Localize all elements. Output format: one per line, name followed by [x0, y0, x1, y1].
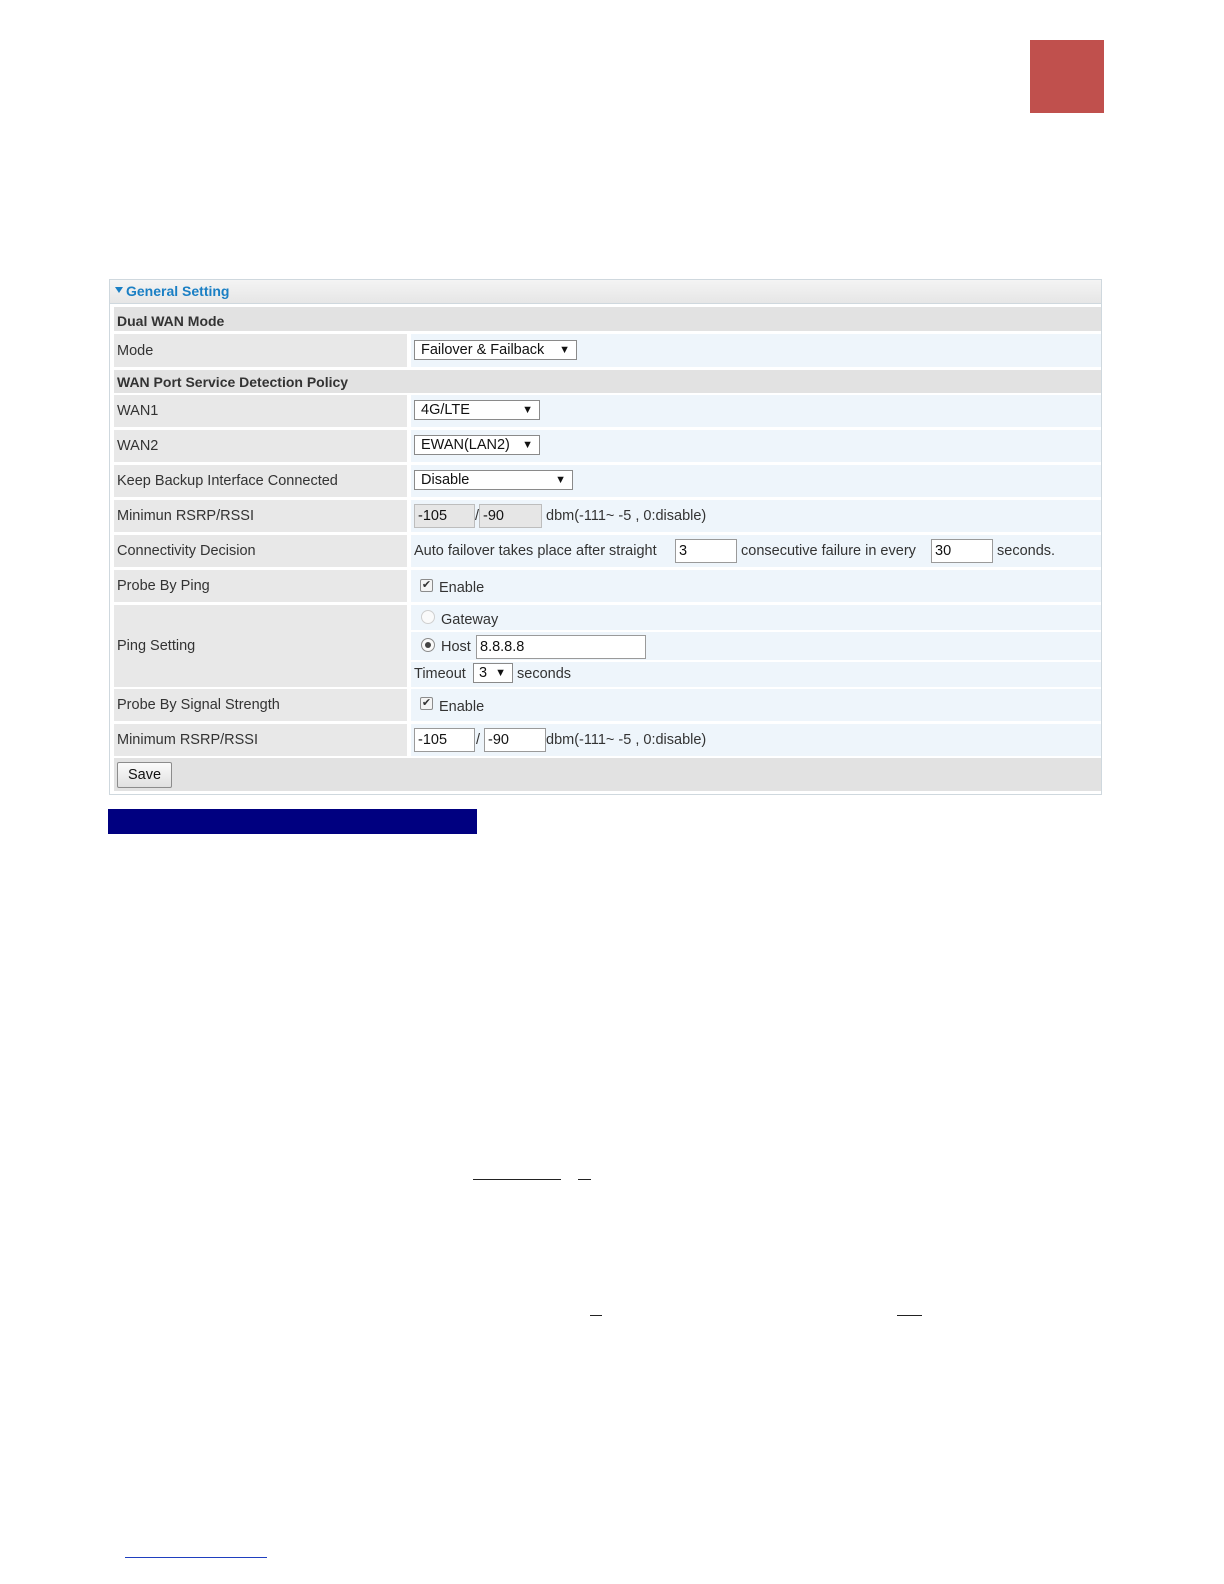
underline-rule	[897, 1315, 922, 1316]
section-title: WAN Port Service Detection Policy	[117, 374, 349, 390]
keep-backup-label-cell	[114, 465, 407, 497]
timeout-unit: seconds	[517, 666, 572, 682]
connectivity-value-cell	[411, 535, 1101, 567]
keep-backup-select-value: Disable	[421, 472, 470, 488]
rsrp-input[interactable]: -105	[414, 728, 475, 752]
dropdown-arrow-icon: ▼	[522, 404, 533, 416]
caret-down-icon	[115, 287, 123, 293]
probe-ping-label: Probe By Ping	[117, 578, 210, 594]
keep-backup-select[interactable]	[414, 470, 573, 490]
section-detection-policy	[114, 370, 1101, 393]
panel-title[interactable]	[115, 283, 229, 299]
underline-rule	[473, 1179, 561, 1180]
probe-ping-row	[114, 570, 1101, 602]
failure-count-input[interactable]: 3	[675, 539, 737, 563]
probe-signal-row	[114, 689, 1101, 721]
probe-signal-checkbox[interactable]: ✔	[421, 697, 432, 709]
section-heading-bar	[108, 809, 477, 834]
wan1-select[interactable]	[414, 400, 540, 420]
connectivity-prefix: Auto failover takes place after straight	[414, 543, 657, 559]
min-rsrp2-label-cell	[114, 724, 407, 756]
rsrp-separator: /	[475, 508, 480, 524]
wan1-value-cell	[411, 395, 1101, 427]
min-rsrp-disabled-row	[114, 500, 1101, 532]
min-rsrp-label: Minimun RSRP/RSSI	[117, 508, 254, 524]
wan1-row	[114, 395, 1101, 427]
timeout-select-value: 3	[479, 665, 488, 681]
keep-backup-row	[114, 465, 1101, 497]
probe-ping-checkbox[interactable]: ✔	[421, 579, 432, 591]
host-label: Host	[441, 639, 471, 655]
underline-rule	[590, 1315, 602, 1316]
connectivity-suffix: seconds.	[997, 543, 1056, 559]
gateway-subrow	[411, 605, 1101, 630]
mode-label-cell	[114, 334, 407, 367]
panel-header[interactable]	[110, 280, 1101, 304]
gateway-label: Gateway	[441, 612, 499, 628]
mode-value-cell	[411, 334, 1101, 367]
interval-input[interactable]: 30	[931, 539, 993, 563]
keep-backup-label: Keep Backup Interface Connected	[117, 473, 338, 489]
probe-ping-label-cell	[114, 570, 407, 602]
connectivity-middle: consecutive failure in every	[741, 543, 916, 559]
save-button[interactable]: Save	[117, 762, 172, 788]
mode-row	[114, 334, 1101, 367]
wan1-label: WAN1	[117, 403, 159, 419]
connectivity-label-cell	[114, 535, 407, 567]
save-row	[114, 758, 1101, 791]
probe-ping-value-cell	[411, 570, 1101, 602]
min-rsrp-value-cell	[411, 500, 1101, 532]
dropdown-arrow-icon: ▼	[495, 667, 506, 679]
timeout-label: Timeout	[414, 666, 466, 682]
min-rsrp2-label: Minimum RSRP/RSSI	[117, 732, 258, 748]
ping-setting-row	[114, 605, 1101, 687]
keep-backup-value-cell	[411, 465, 1101, 497]
corner-color-block	[1030, 40, 1104, 113]
wan2-select-value: EWAN(LAN2)	[421, 437, 510, 453]
probe-ping-enable-label: Enable	[439, 580, 485, 596]
rssi-input[interactable]: -90	[484, 728, 546, 752]
section-title: Dual WAN Mode	[117, 313, 225, 329]
timeout-select[interactable]	[473, 663, 513, 683]
connectivity-label: Connectivity Decision	[117, 543, 256, 559]
rsrp-input-disabled[interactable]: -105	[414, 504, 475, 528]
underline-rule	[578, 1179, 591, 1180]
link-underline	[125, 1557, 267, 1558]
dropdown-arrow-icon: ▼	[522, 439, 533, 451]
section-dual-wan-mode	[114, 307, 1101, 331]
ping-setting-label-cell	[114, 605, 407, 687]
wan2-row	[114, 430, 1101, 462]
rsrp2-separator: /	[476, 732, 481, 748]
probe-signal-label: Probe By Signal Strength	[117, 697, 280, 713]
gateway-radio[interactable]	[421, 610, 435, 624]
mode-label: Mode	[117, 342, 154, 359]
probe-signal-enable-label: Enable	[439, 699, 485, 715]
min-rsrp-row	[114, 724, 1101, 756]
mode-select[interactable]	[414, 340, 577, 360]
wan2-select[interactable]	[414, 435, 540, 455]
connectivity-decision-row	[114, 535, 1101, 567]
dropdown-arrow-icon: ▼	[555, 474, 566, 486]
wan2-label: WAN2	[117, 438, 159, 454]
probe-signal-value-cell	[411, 689, 1101, 721]
wan2-label-cell	[114, 430, 407, 462]
host-radio[interactable]	[421, 638, 435, 652]
min-rsrp-label-cell	[114, 500, 407, 532]
timeout-subrow	[411, 662, 1101, 687]
ping-setting-label: Ping Setting	[117, 638, 196, 654]
rssi-input-disabled[interactable]: -90	[479, 504, 542, 528]
wan2-value-cell	[411, 430, 1101, 462]
min-rsrp2-value-cell	[411, 724, 1101, 756]
host-subrow	[411, 632, 1101, 660]
wan1-select-value: 4G/LTE	[421, 402, 470, 418]
probe-signal-label-cell	[114, 689, 407, 721]
mode-select-value: Failover & Failback	[421, 342, 545, 358]
general-setting-panel	[109, 279, 1102, 795]
rsrp-hint: dbm(-111~ -5 , 0:disable)	[546, 508, 707, 524]
host-input[interactable]: 8.8.8.8	[476, 635, 646, 659]
rsrp2-hint: dbm(-111~ -5 , 0:disable)	[546, 732, 707, 748]
panel-title-text: General Setting	[126, 283, 230, 299]
dropdown-arrow-icon: ▼	[559, 344, 570, 356]
wan1-label-cell	[114, 395, 407, 427]
ping-setting-value-cell	[411, 605, 1101, 687]
